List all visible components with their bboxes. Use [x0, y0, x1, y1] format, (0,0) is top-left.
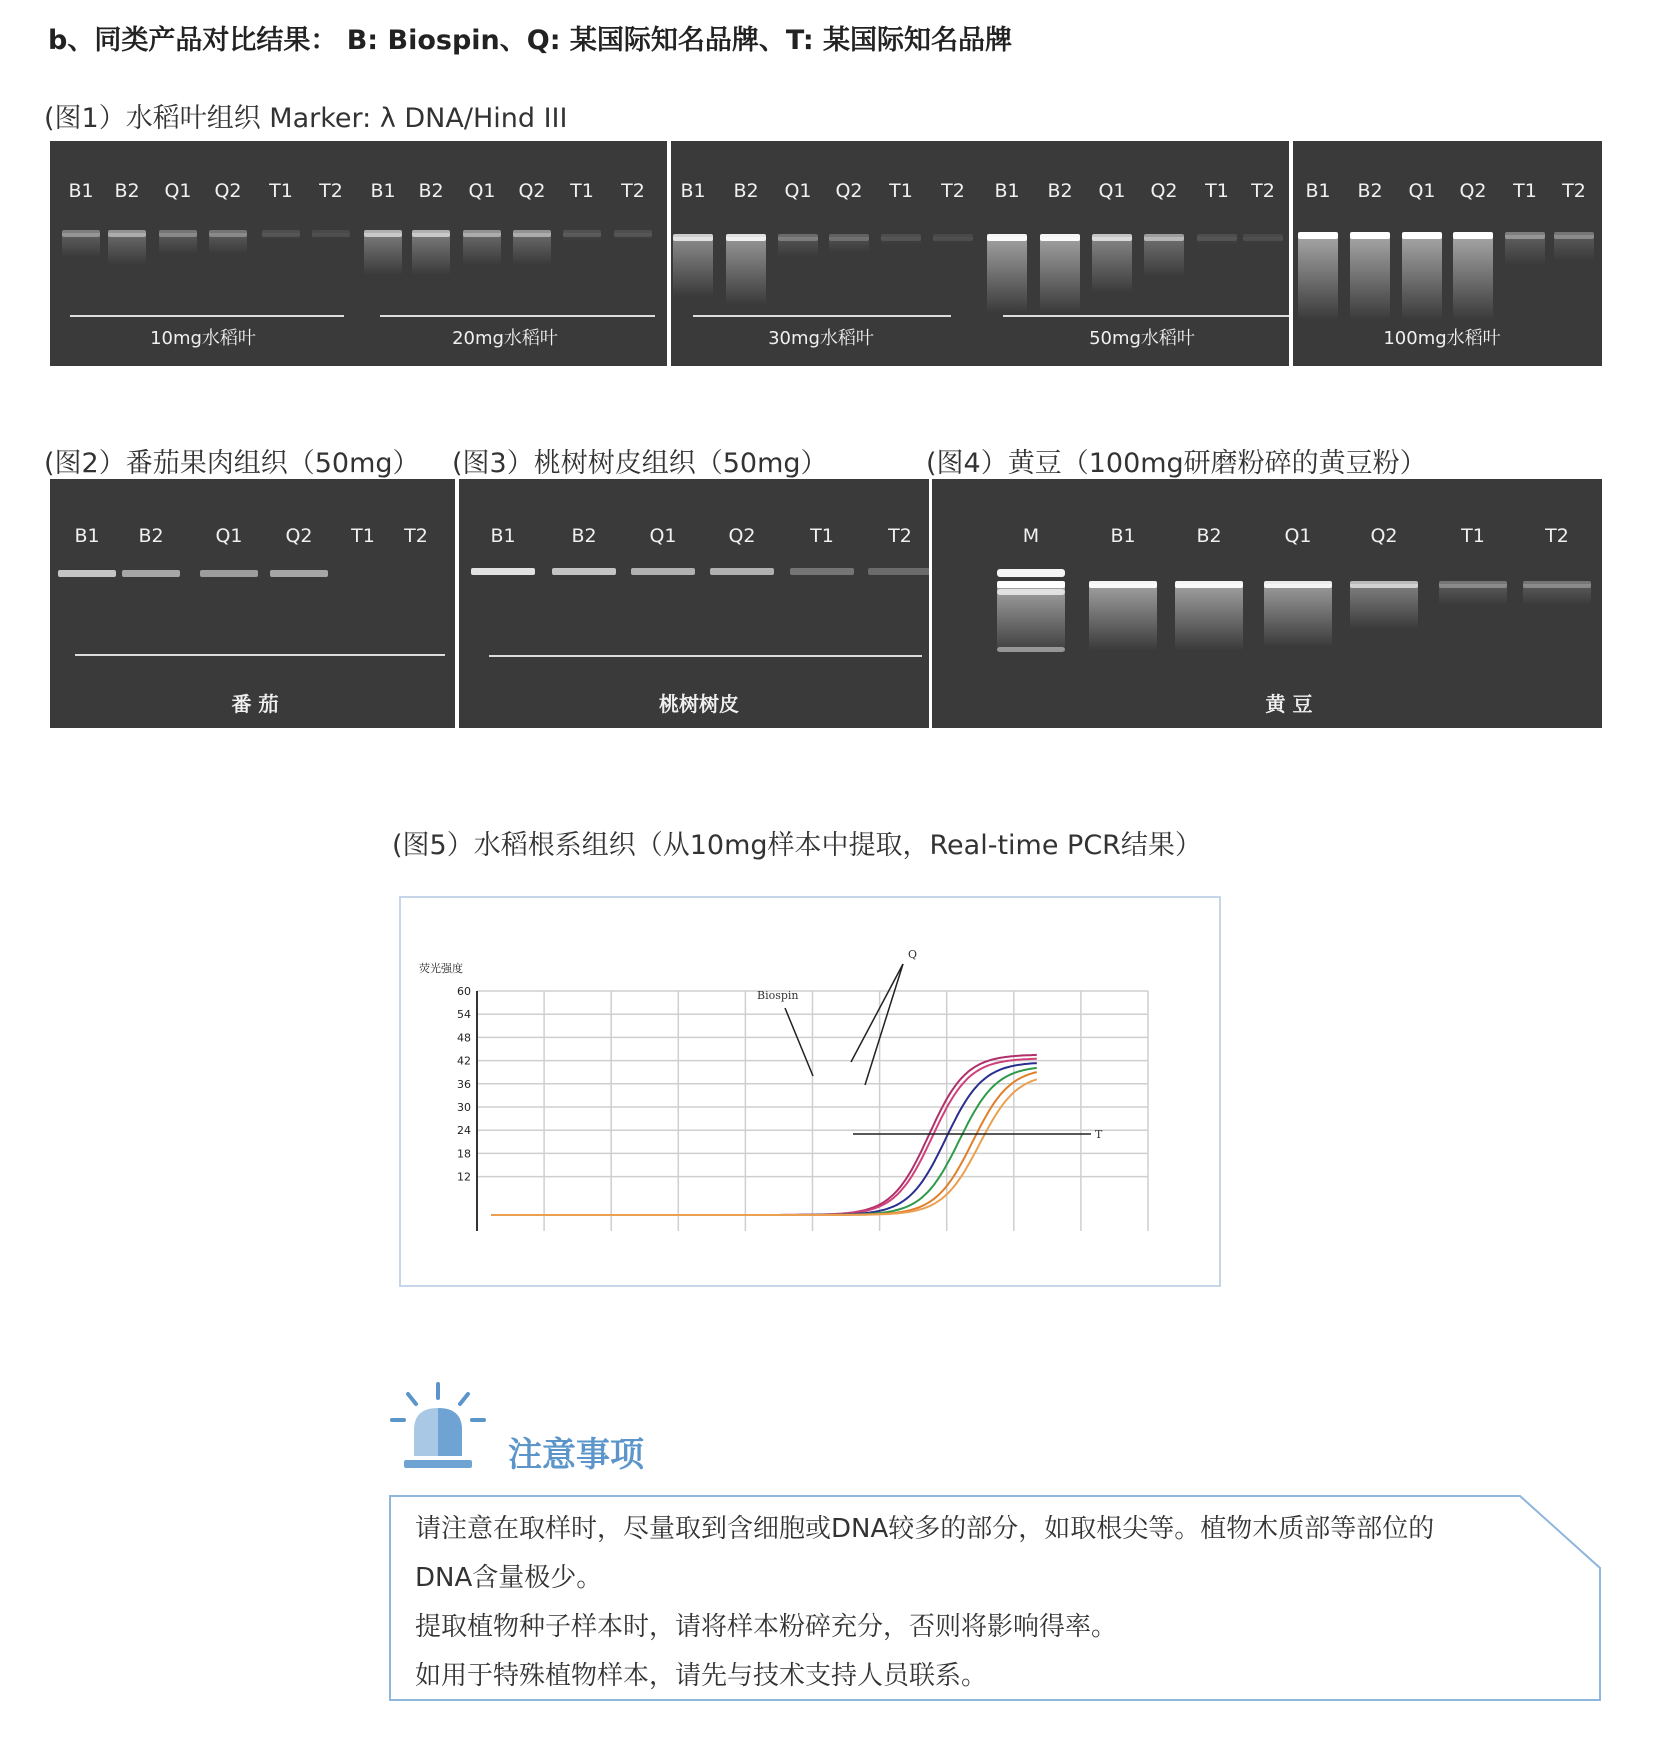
fig4-caption: (图4）黄豆（100mg研磨粉碎的黄豆粉） [926, 448, 1427, 479]
lane-label-t2: T2 [621, 180, 645, 202]
lane-label-q2: Q2 [1459, 180, 1487, 202]
y-tick-label: 42 [457, 1054, 471, 1068]
gel-band [726, 234, 766, 241]
fig4-gel [932, 479, 1602, 728]
lane-label-b1: B1 [680, 180, 706, 202]
y-tick-label: 54 [457, 1008, 471, 1022]
gel-smear [1089, 584, 1157, 651]
gel-band [710, 568, 774, 575]
gel-band [108, 230, 146, 237]
lane-label-q1: Q1 [468, 180, 496, 202]
alarm-light-icon [390, 1380, 490, 1472]
gel-band [1350, 581, 1418, 588]
lane-label-t1: T1 [810, 525, 834, 547]
gel-band [1144, 234, 1184, 241]
lane-label-b2: B2 [1196, 525, 1222, 547]
gel-smear [1350, 235, 1390, 320]
gel-smear [412, 233, 450, 275]
lane-label-t2: T2 [941, 180, 965, 202]
gel-smear [1453, 235, 1493, 320]
marker-band [997, 569, 1065, 577]
gel-smear [726, 237, 766, 305]
lane-label-q1: Q1 [1408, 180, 1436, 202]
group-label: 50mg水稻叶 [1089, 328, 1195, 349]
lane-label-t1: T1 [351, 525, 375, 547]
gel-smear [673, 237, 713, 297]
gel-band [673, 234, 713, 241]
gel-band [1264, 581, 1332, 588]
lane-label-b1: B1 [994, 180, 1020, 202]
lane-label-b2: B2 [138, 525, 164, 547]
pcr-chart [401, 898, 1219, 1285]
gel-smear [1505, 235, 1545, 265]
fig1-gel-panel-2 [671, 141, 1289, 366]
gel-smear [1175, 584, 1243, 651]
group-label: 10mg水稻叶 [150, 328, 256, 349]
y-tick-label: 60 [457, 985, 471, 998]
annotation-pointer [785, 1008, 813, 1076]
gel-band [1350, 232, 1390, 239]
y-tick-label: 30 [457, 1101, 471, 1114]
gel-band [997, 581, 1065, 588]
gel-smear [1350, 584, 1418, 630]
section-heading: b、同类产品对比结果： B: Biospin、Q: 某国际知名品牌、T: 某国际知名品牌 [48, 25, 1013, 56]
lane-label-q2: Q2 [728, 525, 756, 547]
gel-band [209, 230, 247, 237]
y-tick-label: 24 [457, 1124, 471, 1138]
lane-label-t2: T2 [404, 525, 428, 547]
lane-label-t1: T1 [1205, 180, 1229, 202]
lane-label-b1: B1 [370, 180, 396, 202]
gel-band [1439, 581, 1507, 588]
gel-smear [108, 233, 146, 265]
group-label: 黄 豆 [1265, 692, 1313, 716]
gel-band [1197, 234, 1237, 241]
lane-label-q2: Q2 [1150, 180, 1178, 202]
lane-label-q1: Q1 [1284, 525, 1312, 547]
gel-band [200, 570, 258, 577]
gel-smear [1040, 237, 1080, 313]
gel-band [829, 234, 869, 241]
gel-smear [463, 233, 501, 265]
gel-band [463, 230, 501, 237]
gel-band [364, 230, 402, 237]
lane-label-t1: T1 [269, 180, 293, 202]
lane-label-b1: B1 [1110, 525, 1136, 547]
gel-band [1402, 232, 1442, 239]
lane-label-q2: Q2 [214, 180, 242, 202]
fig2-caption: (图2）番茄果肉组织（50mg） [44, 448, 420, 479]
lane-label-q1: Q1 [1098, 180, 1126, 202]
lane-label-t2: T2 [888, 525, 912, 547]
gel-band [1505, 232, 1545, 239]
lane-label-t1: T1 [889, 180, 913, 202]
lane-label-q2: Q2 [285, 525, 313, 547]
fig3-caption: (图3）桃树树皮组织（50mg） [452, 448, 828, 479]
series-line [491, 1068, 1037, 1215]
gel-band [1040, 234, 1080, 241]
gel-smear [513, 233, 551, 265]
lane-label-b2: B2 [1357, 180, 1383, 202]
notice-line-3: 提取植物种子样本时，请将样本粉碎充分，否则将影响得率。 [415, 1612, 1118, 1642]
gel-image [50, 141, 667, 366]
gel-band [122, 570, 180, 577]
lane-label-q2: Q2 [518, 180, 546, 202]
series-line [491, 1055, 1037, 1215]
gel-band [631, 568, 695, 575]
lane-label-t1: T1 [570, 180, 594, 202]
series-line [491, 1059, 1037, 1215]
gel-band [262, 230, 300, 237]
lane-label-q1: Q1 [649, 525, 677, 547]
y-tick-label: 18 [457, 1147, 471, 1161]
group-label: 30mg水稻叶 [768, 328, 874, 349]
y-tick-label: 12 [457, 1170, 471, 1184]
annotation-t: T [1095, 1128, 1103, 1141]
annotation-biospin: Biospin [757, 989, 799, 1002]
gel-smear [987, 237, 1027, 313]
lane-label-m: M [1022, 525, 1040, 547]
gel-band [552, 568, 616, 575]
gel-band [1554, 232, 1594, 239]
lane-label-t2: T2 [1562, 180, 1586, 202]
annotation-q: Q [908, 948, 918, 961]
lane-label-b2: B2 [114, 180, 140, 202]
group-label: 番 茄 [231, 692, 279, 716]
gel-band [868, 568, 929, 575]
gel-smear [1264, 584, 1332, 647]
marker-band [997, 589, 1065, 595]
lane-label-b2: B2 [571, 525, 597, 547]
gel-band [270, 570, 328, 577]
notice-line-1: 请注意在取样时，尽量取到含细胞或DNA较多的部分，如取根尖等。植物木质部等部位的 [415, 1514, 1435, 1544]
lane-label-b2: B2 [1047, 180, 1073, 202]
marker-band [997, 647, 1065, 652]
group-label: 20mg水稻叶 [452, 328, 558, 349]
gel-band [1175, 581, 1243, 588]
gel-smear [364, 233, 402, 275]
gel-band [159, 230, 197, 237]
group-label: 100mg水稻叶 [1383, 328, 1501, 349]
lane-label-t2: T2 [1251, 180, 1275, 202]
gel-band [614, 230, 652, 237]
gel-band [933, 234, 973, 241]
gel-band [1243, 234, 1283, 241]
gel-band [58, 570, 116, 577]
fig2-gel [50, 479, 455, 728]
y-tick-label: 36 [457, 1077, 471, 1091]
fig5-caption: (图5）水稻根系组织（从10mg样本中提取，Real-time PCR结果） [392, 830, 1202, 861]
fig1-gel-panel-3 [1293, 141, 1602, 366]
gel-band [1453, 232, 1493, 239]
lane-label-b1: B1 [68, 180, 94, 202]
gel-band [1092, 234, 1132, 241]
lane-label-b1: B1 [74, 525, 100, 547]
lane-label-q1: Q1 [215, 525, 243, 547]
gel-band [312, 230, 350, 237]
fig1-gel-panel-1 [50, 141, 667, 366]
lane-label-t1: T1 [1461, 525, 1485, 547]
gel-smear [1298, 235, 1338, 320]
notice-line-2: DNA含量极少。 [415, 1563, 603, 1593]
gel-smear [1402, 235, 1442, 320]
gel-band [62, 230, 100, 237]
gel-band [1523, 581, 1591, 588]
y-tick-label: 48 [457, 1031, 471, 1045]
lane-label-q1: Q1 [784, 180, 812, 202]
lane-label-b1: B1 [1305, 180, 1331, 202]
lane-label-q2: Q2 [835, 180, 863, 202]
gel-image [671, 141, 1289, 366]
y-axis-label: 荧光强度 [419, 962, 463, 975]
gel-band [1089, 581, 1157, 588]
fig3-gel [459, 479, 929, 728]
notice-title: 注意事项 [508, 1435, 644, 1475]
lane-label-b2: B2 [733, 180, 759, 202]
lane-label-b2: B2 [418, 180, 444, 202]
gel-band [563, 230, 601, 237]
notice-line-4: 如用于特殊植物样本，请先与技术支持人员联系。 [415, 1661, 988, 1691]
gel-band [471, 568, 535, 575]
gel-smear [1092, 237, 1132, 293]
gel-band [1298, 232, 1338, 239]
gel-band [513, 230, 551, 237]
gel-band [778, 234, 818, 241]
lane-label-t2: T2 [1545, 525, 1569, 547]
fig1-caption: (图1）水稻叶组织 Marker: λ DNA/Hind III [44, 103, 568, 134]
gel-band [987, 234, 1027, 241]
lane-label-q1: Q1 [164, 180, 192, 202]
lane-label-t2: T2 [319, 180, 343, 202]
lane-label-t1: T1 [1513, 180, 1537, 202]
lane-label-q2: Q2 [1370, 525, 1398, 547]
lane-label-b1: B1 [490, 525, 516, 547]
pcr-chart-frame [399, 896, 1221, 1287]
gel-band [790, 568, 854, 575]
gel-band [412, 230, 450, 237]
gel-band [881, 234, 921, 241]
group-label: 桃树树皮 [659, 692, 739, 716]
gel-smear [1144, 237, 1184, 277]
